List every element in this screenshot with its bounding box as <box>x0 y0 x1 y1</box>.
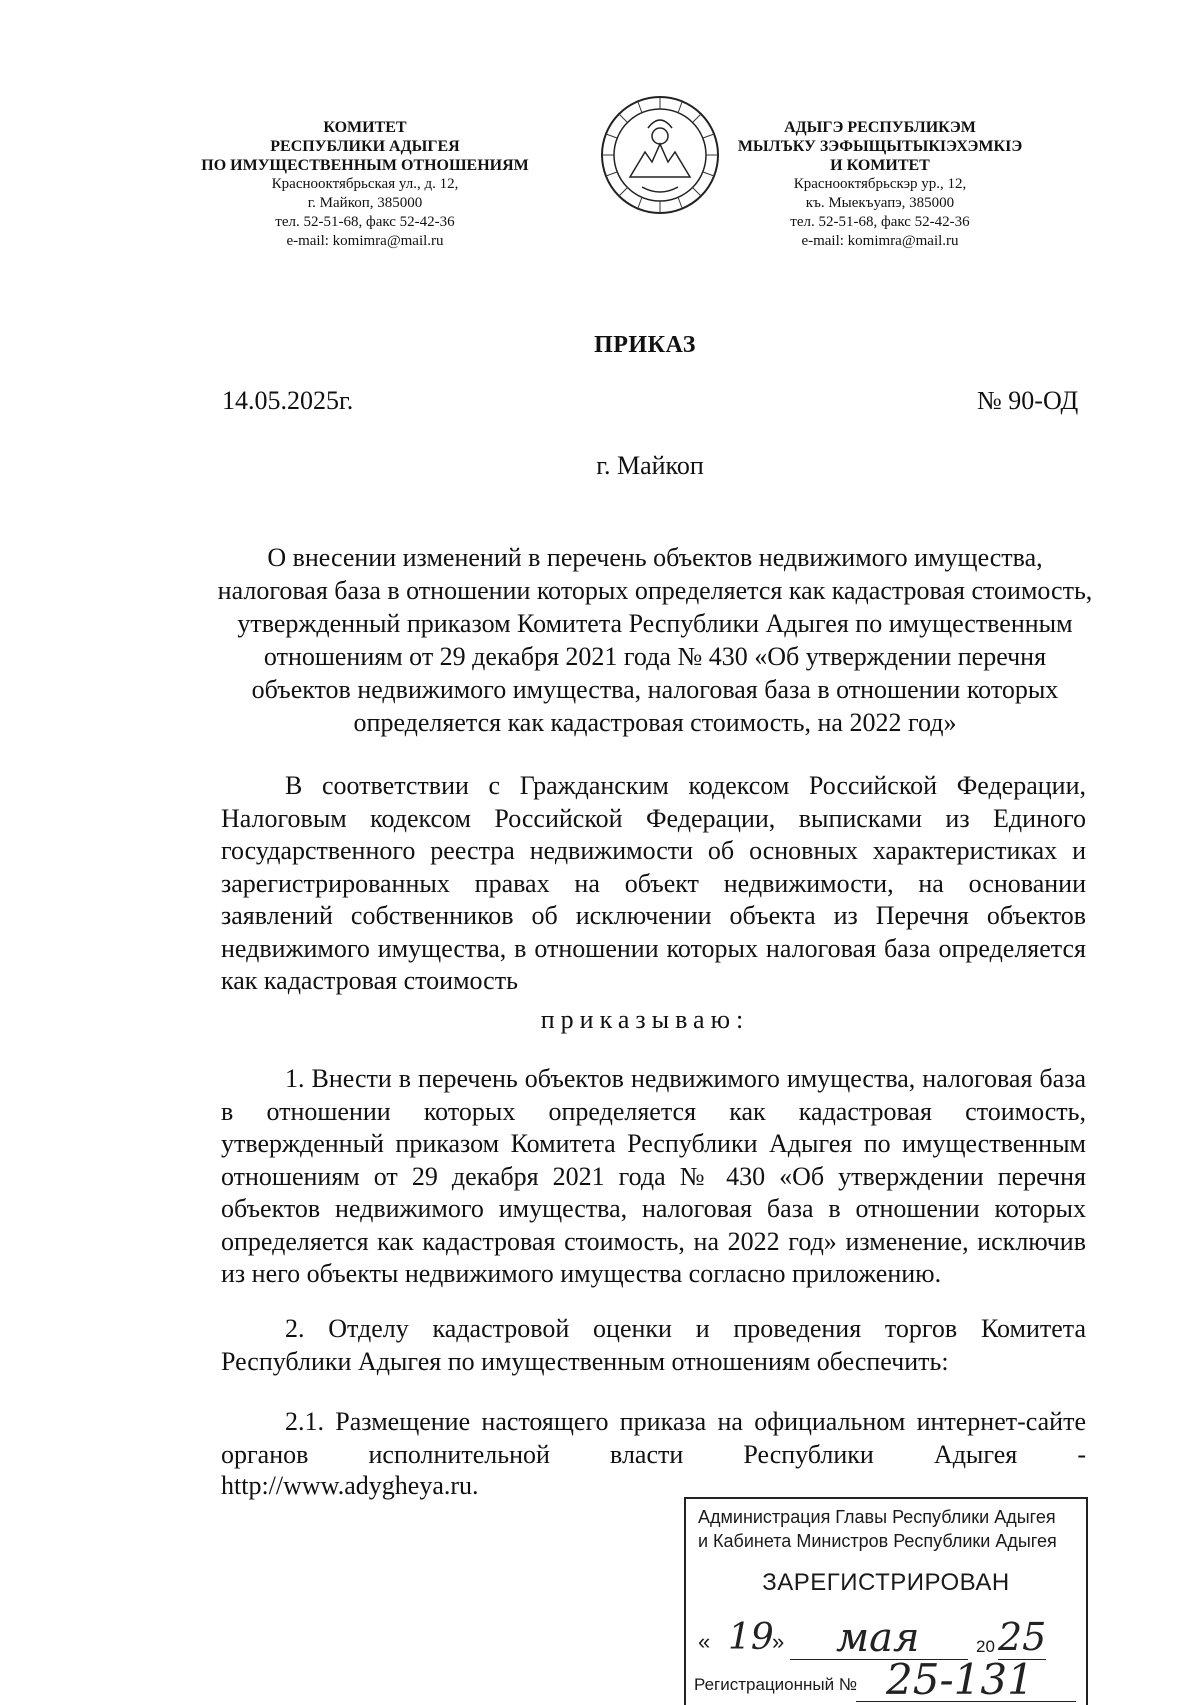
document-title: ПРИКАЗ <box>594 332 696 358</box>
preamble-text: В соответствии с Гражданским кодексом Российской Федерации, Налоговым кодексом Российской Федерации, выписками из Единого государственного реестра недвижимости об основных характеристиках и зарегистрированных правах на объект недвижимости, на основании заявлений собственников об исключении объекта из Перечня объектов недвижимого имущества, в отношении которых налоговая база определяется как кадастровая стоимость <box>221 771 1086 995</box>
header-right-line2: МЫЛЪКУ ЗЭФЫЩЫТЫКIЭХЭМКIЭ <box>737 138 1023 155</box>
stamp-day: 19 <box>728 1617 774 1658</box>
item-1-text: 1. Внести в перечень объектов недвижимого имущества, налоговая база в отношении которых определяется как кадастровая стоимость, утвержденный приказом Комитета Республики Адыгея по имущественным отношениям от 29 декабря 2021 года № 430 «Об утверждении перечня объектов недвижимого имущества, налоговая база в отношении которых определяется как кадастровая стоимость, на 2022 год» изменение, исключив из него объекты недвижимого имущества согласно приложению. <box>221 1064 1086 1288</box>
header-left-line1: КОМИТЕТ <box>323 119 407 136</box>
preamble-paragraph <box>221 770 1086 998</box>
header-left-line3: ПО ИМУЩЕСТВЕННЫМ ОТНОШЕНИЯМ <box>201 157 529 174</box>
item-2-text: 2. Отделу кадастровой оценки и проведения торгов Комитета Республики Адыгея по имущественным отношениям обеспечить: <box>221 1314 1086 1376</box>
stamp-organization <box>698 1505 1057 1553</box>
header-right-addr2: къ. Мыекъуапэ, 385000 <box>805 195 955 211</box>
coat-of-arms-icon <box>590 92 730 218</box>
header-right-line1: АДЫГЭ РЕСПУБЛИКЭМ <box>784 119 976 136</box>
document-number: № 90-ОД <box>977 386 1079 415</box>
header-left-phone: тел. 52-51-68, факс 52-42-36 <box>275 214 455 230</box>
header-left-email: e-mail: komimra@mail.ru <box>286 233 444 249</box>
header-left-addr1: Краснооктябрьская ул., д. 12, <box>271 176 459 192</box>
document-date: 14.05.2025г. <box>222 386 354 415</box>
item-2-1-url: http://www.adygheya.ru. <box>221 1471 479 1500</box>
header-right-phone: тел. 52-51-68, факс 52-42-36 <box>790 214 970 230</box>
stamp-registered: ЗАРЕГИСТРИРОВАН <box>762 1569 1010 1596</box>
registration-stamp <box>684 1497 1088 1705</box>
stamp-close-quote: » <box>772 1629 785 1654</box>
header-right-addr1: Краснооктябрьскэр ур., 12, <box>793 176 967 192</box>
stamp-regno: 25-131 <box>886 1655 1034 1704</box>
header-right-email: e-mail: komimra@mail.ru <box>801 233 959 249</box>
document-city: г. Майкоп <box>596 451 704 480</box>
stamp-org-line1: Администрация Главы Республики Адыгея <box>698 1507 1056 1527</box>
document-subject: О внесении изменений в перечень объектов недвижимого имущества, налоговая база в отношении которых определяется как кадастровая стоимость, утвержденный приказом Комитета Республики Адыгея по имущественным отношениям от 29 декабря 2021 года № 430 «Об утверждении перечня объектов недвижимого имущества, налоговая база в отношении которых определяется как кадастровая стоимость, на 2022 год» <box>217 543 1093 737</box>
header-left-block <box>190 118 540 251</box>
header-right-line3: И КОМИТЕТ <box>830 157 930 174</box>
decree-word: приказываю: <box>540 1005 750 1034</box>
header-left-addr2: г. Майкоп, 385000 <box>307 195 423 211</box>
stamp-year-suffix: 25 <box>998 1615 1047 1659</box>
stamp-year-prefix: 20 <box>976 1637 995 1656</box>
item-2-1-paragraph <box>221 1406 1086 1471</box>
item-1-paragraph <box>221 1063 1086 1291</box>
header-right-block <box>720 118 1040 251</box>
stamp-month: мая <box>836 1615 920 1661</box>
stamp-open-quote: « <box>698 1629 711 1654</box>
item-2-1-text: 2.1. Размещение настоящего приказа на официальном интернет-сайте органов исполнительной власти Республики Адыгея - <box>221 1407 1086 1469</box>
stamp-regno-label: Регистрационный № <box>694 1675 858 1694</box>
header-left-line2: РЕСПУБЛИКИ АДЫГЕЯ <box>270 138 460 155</box>
item-2-paragraph <box>221 1313 1086 1378</box>
stamp-org-line2: и Кабинета Министров Республики Адыгея <box>698 1531 1057 1551</box>
